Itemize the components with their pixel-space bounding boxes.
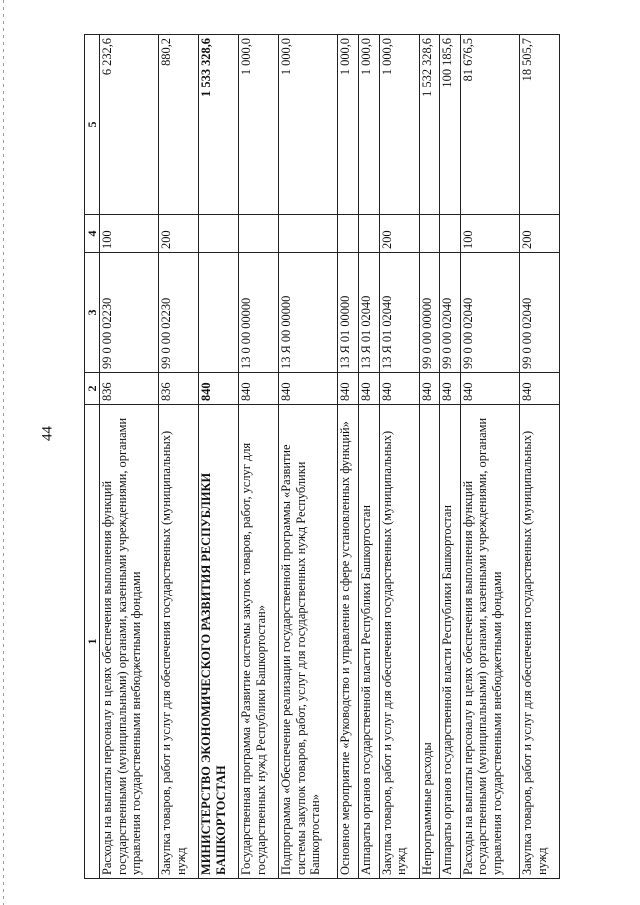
row-expense-type: 100 <box>100 215 159 253</box>
row-expense-type <box>419 215 440 253</box>
row-expense-type: 200 <box>379 215 419 253</box>
row-code: 840 <box>338 373 359 405</box>
row-expense-type <box>358 215 379 253</box>
row-amount: 81 676,5 <box>460 35 519 215</box>
row-code: 840 <box>460 373 519 405</box>
page-edge-line <box>3 0 4 905</box>
table-row <box>519 35 559 879</box>
row-expense-type <box>440 215 461 253</box>
row-expense-type <box>279 215 338 253</box>
row-target-code: 99 0 00 02040 <box>519 253 559 373</box>
row-name: Непрограммные расходы <box>419 405 440 879</box>
row-code: 840 <box>358 373 379 405</box>
row-code: 840 <box>519 373 559 405</box>
row-code: 840 <box>279 373 338 405</box>
row-amount: 880,2 <box>159 35 199 215</box>
row-name: Закупка товаров, работ и услуг для обеспечения государственных (муниципальных) нужд <box>519 405 559 879</box>
table-row <box>159 35 199 879</box>
budget-table <box>84 34 560 879</box>
row-amount: 100 185,6 <box>440 35 461 215</box>
row-amount: 1 000,0 <box>379 35 419 215</box>
row-expense-type: 200 <box>519 215 559 253</box>
row-name: Подпрограмма «Обеспечение реализации государственной программы «Развитие системы закупок товаров, работ, услуг для государственных нужд Республики Башкортостан» <box>279 405 338 879</box>
row-amount: 1 532 328,6 <box>419 35 440 215</box>
table-row <box>279 35 338 879</box>
row-amount: 1 533 328,6 <box>199 35 239 215</box>
row-name: Основное мероприятие «Руководство и управление в сфере установленных функций» <box>338 405 359 879</box>
row-name: Государственная программа «Развитие системы закупок товаров, работ, услуг для государственных нужд Республики Башкортостан» <box>239 405 279 879</box>
row-amount: 1 000,0 <box>279 35 338 215</box>
table-row <box>239 35 279 879</box>
row-amount: 1 000,0 <box>338 35 359 215</box>
row-amount: 1 000,0 <box>358 35 379 215</box>
table-row <box>338 35 359 879</box>
table-body <box>100 35 560 879</box>
row-name: Закупка товаров, работ и услуг для обеспечения государственных (муниципальных) нужд <box>159 405 199 879</box>
table-row <box>460 35 519 879</box>
table-row <box>419 35 440 879</box>
table-row <box>199 35 239 879</box>
row-target-code: 13 Я 01 02040 <box>358 253 379 373</box>
row-target-code: 13 Я 01 02040 <box>379 253 419 373</box>
page-number: 44 <box>39 426 56 441</box>
row-target-code <box>199 253 239 373</box>
row-target-code: 13 0 00 00000 <box>239 253 279 373</box>
row-name: Расходы на выплаты персоналу в целях обеспечения выполнения функций государственными (муниципальными) органами, казенными учреждениями, органами управления государственными внебюджетными фондами <box>100 405 159 879</box>
table-row <box>358 35 379 879</box>
row-name: Аппараты органов государственной власти Республики Башкортостан <box>440 405 461 879</box>
row-amount: 1 000,0 <box>239 35 279 215</box>
row-expense-type: 200 <box>159 215 199 253</box>
table-header-row <box>85 35 100 879</box>
table-row <box>379 35 419 879</box>
row-target-code: 13 Я 00 00000 <box>279 253 338 373</box>
rotated-sheet <box>84 35 560 879</box>
row-code: 840 <box>239 373 279 405</box>
row-code: 840 <box>379 373 419 405</box>
header-col-2: 2 <box>85 373 100 405</box>
row-target-code: 99 0 00 02230 <box>100 253 159 373</box>
row-code: 836 <box>100 373 159 405</box>
row-code: 840 <box>199 373 239 405</box>
header-col-3: 3 <box>85 253 100 373</box>
row-amount: 6 232,6 <box>100 35 159 215</box>
row-expense-type <box>338 215 359 253</box>
header-col-4: 4 <box>85 215 100 253</box>
row-name: Закупка товаров, работ и услуг для обеспечения государственных (муниципальных) нужд <box>379 405 419 879</box>
row-expense-type <box>199 215 239 253</box>
row-name: Аппараты органов государственной власти Республики Башкортостан <box>358 405 379 879</box>
row-code: 836 <box>159 373 199 405</box>
row-target-code: 99 0 00 02040 <box>440 253 461 373</box>
row-expense-type: 100 <box>460 215 519 253</box>
row-code: 840 <box>440 373 461 405</box>
header-col-1: 1 <box>85 405 100 879</box>
row-name: Расходы на выплаты персоналу в целях обеспечения выполнения функций государственными (муниципальными) органами, казенными учреждениями, органами управления государственными внебюджетными фондами <box>460 405 519 879</box>
table-row <box>100 35 159 879</box>
row-amount: 18 505,7 <box>519 35 559 215</box>
header-col-5: 5 <box>85 35 100 215</box>
row-code: 840 <box>419 373 440 405</box>
row-name: МИНИСТЕРСТВО ЭКОНОМИЧЕСКОГО РАЗВИТИЯ РЕСПУБЛИКИ БАШКОРТОСТАН <box>199 405 239 879</box>
row-target-code: 99 0 00 02040 <box>460 253 519 373</box>
row-target-code: 13 Я 01 00000 <box>338 253 359 373</box>
row-target-code: 99 0 00 00000 <box>419 253 440 373</box>
table-row <box>440 35 461 879</box>
row-target-code: 99 0 00 02230 <box>159 253 199 373</box>
row-expense-type <box>239 215 279 253</box>
